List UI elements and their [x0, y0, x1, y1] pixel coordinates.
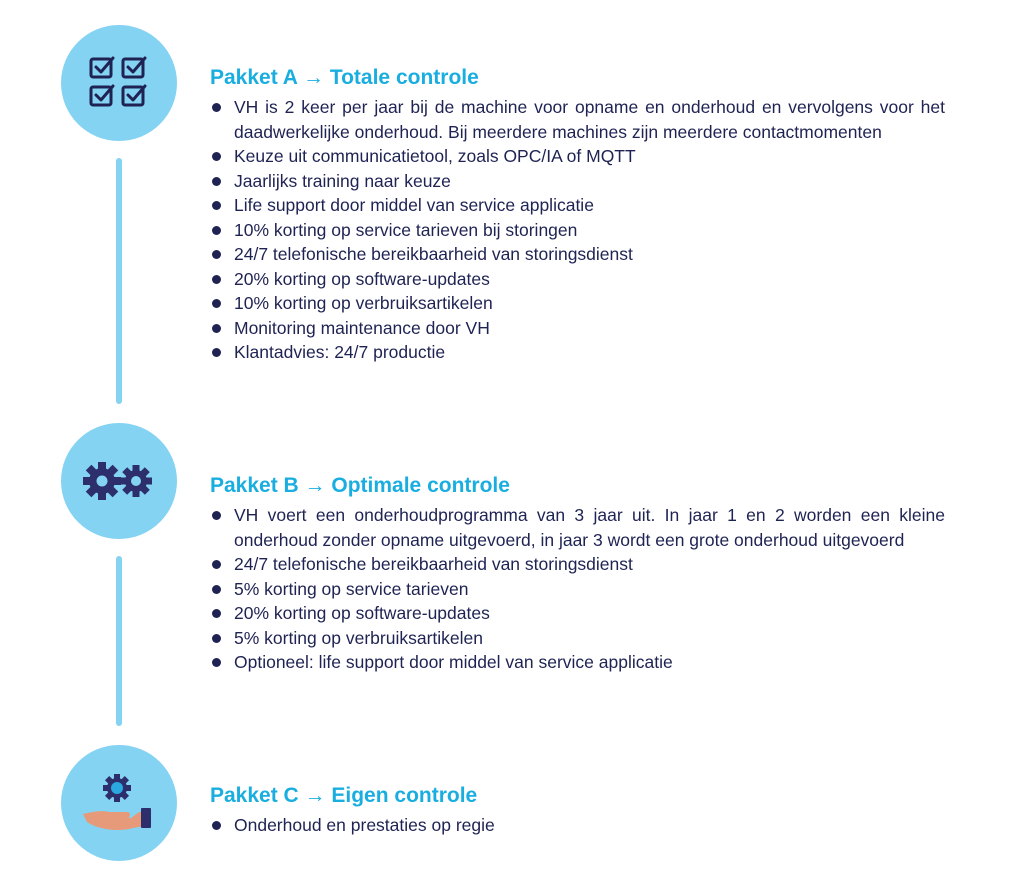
list-item: 20% korting op software-updates [210, 601, 945, 626]
package-b-title: Pakket B → Optimale controle [210, 474, 510, 497]
package-a [210, 65, 945, 365]
hand-gear-icon [79, 768, 159, 838]
package-c [210, 783, 945, 838]
list-item: Monitoring maintenance door VH [210, 316, 945, 341]
package-c-title: Pakket C → Eigen controle [210, 784, 478, 807]
timeline-connector-b-c [116, 556, 122, 726]
list-item: 10% korting op service tarieven bij storingen [210, 218, 945, 243]
package-a-circle [61, 25, 177, 141]
list-item: Optioneel: life support door middel van service applicatie [210, 650, 945, 675]
gears-icon [76, 456, 162, 506]
checklist-icon [87, 53, 151, 113]
list-item: 24/7 telefonische bereikbaarheid van storingsdienst [210, 552, 945, 577]
package-b-list [210, 503, 945, 675]
package-a-list [210, 95, 945, 365]
list-item: 24/7 telefonische bereikbaarheid van storingsdienst [210, 242, 945, 267]
timeline-connector-a-b [116, 158, 122, 404]
list-item: VH is 2 keer per jaar bij de machine voor opname en onderhoud en vervolgens voor het daadwerkelijke onderhoud. Bij meerdere machines zijn meerdere contactmomenten [210, 95, 945, 144]
list-item: Keuze uit communicatietool, zoals OPC/IA of MQTT [210, 144, 945, 169]
package-a-title: Pakket A → Totale controle [210, 66, 479, 89]
list-item: 10% korting op verbruiksartikelen [210, 291, 945, 316]
list-item: Klantadvies: 24/7 productie [210, 340, 945, 365]
list-item: 20% korting op software-updates [210, 267, 945, 292]
package-c-list [210, 813, 945, 838]
package-b-circle [61, 423, 177, 539]
list-item: Jaarlijks training naar keuze [210, 169, 945, 194]
list-item: 5% korting op verbruiksartikelen [210, 626, 945, 651]
package-c-circle [61, 745, 177, 861]
list-item: VH voert een onderhoudprogramma van 3 jaar uit. In jaar 1 en 2 worden een kleine onderhoud zonder opname uitgevoerd, in jaar 3 wordt een grote onderhoud uitgevoerd [210, 503, 945, 552]
package-b [210, 473, 945, 675]
list-item: Life support door middel van service applicatie [210, 193, 945, 218]
list-item: Onderhoud en prestaties op regie [210, 813, 945, 838]
list-item: 5% korting op service tarieven [210, 577, 945, 602]
